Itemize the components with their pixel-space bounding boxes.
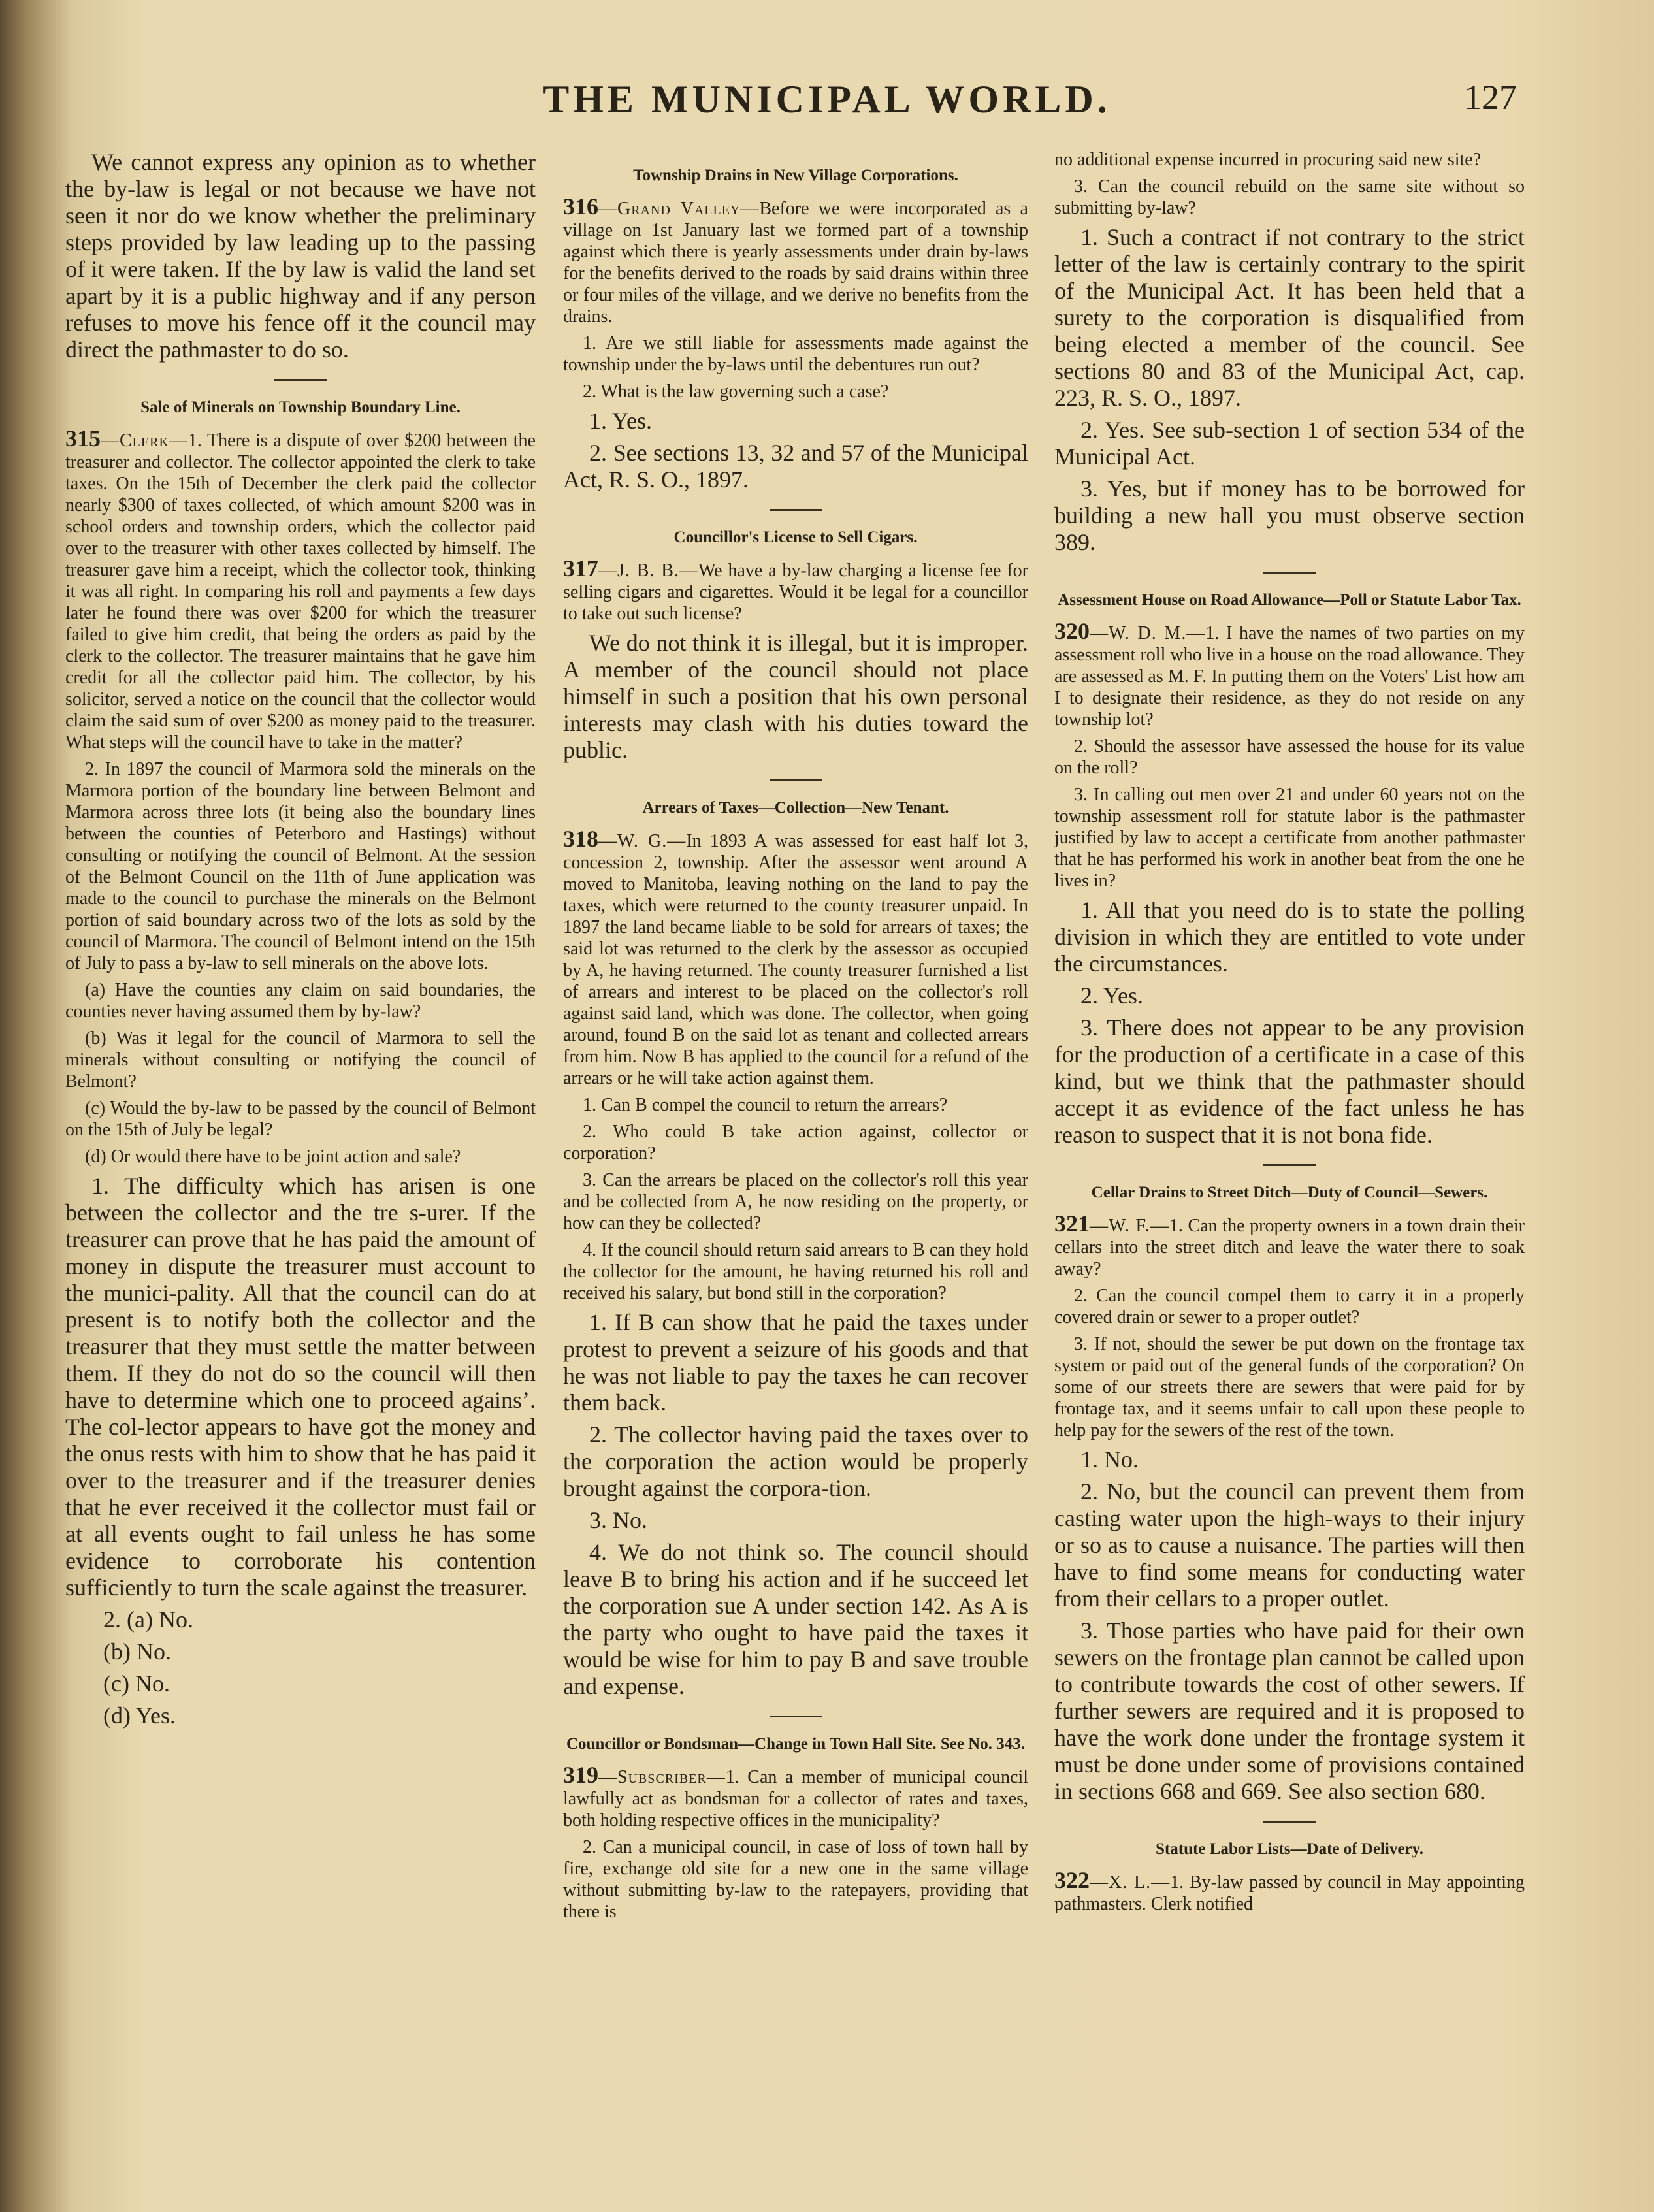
answer-paragraph: 2. Yes. See sub-section 1 of section 534 of the Municipal Act. <box>1054 417 1525 470</box>
answer-paragraph: We cannot express any opinion as to whether the by-law is legal or not because we have not seen it nor do we know whether the preliminary steps provided by law leading up to the passing of it were taken. If the by law is valid the land set apart by it is a public highway and if any person refuses to move his fence off it the council may direct the pathmaster to do so. <box>65 149 536 363</box>
question-paragraph: 2. Who could B take action against, collector or corporation? <box>563 1122 1028 1163</box>
answer-paragraph: 1. Such a contract if not contrary to the strict letter of the law is certainly contrary to the spirit of the Municipal Act. It has been held that a surety to the corporation is disqualified from being elected a member of the council. See sections 80 and 83 of the Municipal Act, cap. 223, R. S. O., 1897. <box>1054 224 1525 411</box>
answer-paragraph: 1. If B can show that he paid the taxes under protest to prevent a seizure of his goods and that he was not liable to pay the taxes he can recover them back. <box>563 1309 1028 1416</box>
question-signature: —W. F.— <box>1090 1216 1169 1236</box>
page-number: 127 <box>1464 78 1517 117</box>
section-heading: Arrears of Taxes—Collection—New Tenant. <box>642 799 949 817</box>
question-paragraph: 3. Can the council rebuild on the same site without so submitting by-law? <box>1054 176 1525 218</box>
question-paragraph <box>563 555 1028 625</box>
section-divider <box>1263 1164 1316 1166</box>
question-paragraph: 3. In calling out men over 21 and under 60 years not on the township assessment roll for statute labor is the pathmaster justified by law to accept a certificate from another pathmaster that he has performed his work in another beat from the one he lives in? <box>1054 785 1525 891</box>
column-left <box>65 149 536 2161</box>
question-number: 319 <box>563 1762 598 1788</box>
question-number: 321 <box>1054 1211 1090 1237</box>
question-text: 1. I have the names of two parties on my assessment roll who live in a house on the road allowance. They are assessed as M. F. In putting them on the Voters' List how am I to designate their residence, as they do not reside on any township lot? <box>1054 623 1525 730</box>
question-paragraph: 2. Should the assessor have assessed the house for its value on the roll? <box>1054 736 1525 778</box>
section-heading: Statute Labor Lists—Date of Delivery. <box>1156 1840 1423 1858</box>
section-divider <box>274 379 327 381</box>
question-signature: —Subscriber— <box>598 1767 726 1787</box>
section-divider <box>770 1716 822 1717</box>
answer-paragraph: 2. See sections 13, 32 and 57 of the Municipal Act, R. S. O., 1897. <box>563 440 1028 493</box>
section-heading: Township Drains in New Village Corporations. <box>633 167 958 184</box>
masthead-title: THE MUNICIPAL WORLD. <box>543 78 1111 121</box>
answer-paragraph: 1. No. <box>1080 1446 1139 1472</box>
section-heading: Councillor's License to Sell Cigars. <box>673 529 918 546</box>
question-text: 1. By-law passed by council in May appointing pathmasters. Clerk notified <box>1054 1872 1525 1914</box>
section-heading: Assessment House on Road Allowance—Poll or Statute Labor Tax. <box>1058 591 1521 609</box>
question-paragraph <box>563 193 1028 327</box>
question-paragraph: 1. Are we still liable for assessments made against the township under the by-laws until the debentures run out? <box>563 333 1028 375</box>
question-paragraph: no additional expense incurred in procuring said new site? <box>1054 150 1482 170</box>
answer-paragraph: 3. There does not appear to be any provision for the production of a certificate in a case of this kind, but we think that the pathmaster should accept it as evidence of the fact unless he has reason to suspect that it is not bona fide. <box>1054 1015 1525 1148</box>
question-paragraph: (b) Was it legal for the council of Marmora to sell the minerals without consulting or notifying the council of Belmont? <box>65 1028 536 1092</box>
answer-paragraph: 3. Those parties who have paid for their own sewers on the frontage plan cannot be called upon to contribute towards the cost of other sewers. If further sewers are required and it is proposed to have the work done under the frontage system it must be done under some of provisions contained in sections 668 and 669. See also section 680. <box>1054 1618 1525 1804</box>
question-paragraph: 4. If the council should return said arrears to B can they hold the collector for the amount, he having returned his roll and received his salary, but bond still in the corporation? <box>563 1240 1028 1303</box>
question-paragraph: 3. If not, should the sewer be put down on the frontage tax system or paid out of the general funds of the corporation? On some of our streets there are sewers that were paid for by frontage tax, and it seems unfair to call upon these people to help pay for the sewers of the rest of the town. <box>1054 1334 1525 1440</box>
section-heading: Sale of Minerals on Township Boundary Line. <box>140 398 461 416</box>
question-signature: —Grand Valley— <box>598 199 760 219</box>
column-middle <box>563 149 1028 2161</box>
answer-paragraph: 1. Yes. <box>589 408 653 434</box>
section-heading: Cellar Drains to Street Ditch—Duty of Council—Sewers. <box>1091 1184 1488 1201</box>
answer-list-item: (b) No. <box>103 1638 171 1665</box>
question-number: 320 <box>1054 618 1090 644</box>
answer-paragraph: 4. We do not think so. The council should leave B to bring his action and if he succeed let the corporation sue A under section 142. As A is the party who ought to have paid the taxes it would be wise for him to pay B and save trouble and expense. <box>563 1539 1028 1699</box>
question-number: 322 <box>1054 1867 1090 1893</box>
question-paragraph: 3. Can the arrears be placed on the collector's roll this year and be collected from A, he now residing on the property, or how can they be collected? <box>563 1170 1028 1233</box>
answer-paragraph: 2. Yes. <box>1080 983 1144 1009</box>
answer-paragraph: 2. No, but the council can prevent them from casting water upon the high-ways to their injury or so as to cause a nuisance. The parties will then have to find some means for conducting water from their cellars to a proper outlet. <box>1054 1478 1525 1612</box>
question-paragraph: 2. What is the law governing such a case? <box>583 382 889 402</box>
section-divider <box>770 779 822 781</box>
question-text: We have a by-law charging a license fee for selling cigars and cigarettes. Would it be legal for a councillor to take out such license? <box>563 561 1028 624</box>
section-divider <box>1263 1821 1316 1823</box>
question-paragraph: 2. In 1897 the council of Marmora sold the minerals on the Marmora portion of the boundary line between Belmont and Marmora across three lots (it being also the boundary lines between the counties of Peterboro and Hastings) without consulting or notifying the council of Belmont. At the session of the Belmont Council on the 11th of June application was made to the council to purchase the minerals on the Belmont portion of said boundary across two of the lots as sold by the council of Marmora. The council of Belmont intend on the 15th of July to pass a by-law to sell minerals on the above lots. <box>65 759 536 973</box>
answer-paragraph: 1. All that you need do is to state the polling division in which they are entitled to vote under the circumstances. <box>1054 897 1525 977</box>
answer-paragraph: 3. No. <box>589 1507 647 1533</box>
question-text: In 1893 A was assessed for east half lot 3, concession 2, township. After the assessor went around A moved to Manitoba, leaving nothing on the land to pay the taxes, which were returned to the county treasurer unpaid. In 1897 the land became liable to be sold for arrears of taxes; the said lot was returned to the clerk by the assessor as occupied by A, he having returned. The county treasurer furnished a list of arrears and interest to be placed on the collector's roll against said land, which was done. The collector, when going around, found B on the said lot as tenant and collected arrears from him. Now B has applied to the council for a refund of the arrears or he will take action against them. <box>563 831 1028 1088</box>
answer-paragraph: 1. The difficulty which has arisen is one between the collector and the tre s-urer. If the treasurer can prove that he has paid the amount of money in dispute the treasurer must account to the munici-pality. All that the council can do at present is to notify both the collector and the treasurer that they must settle the matter between them. If they do not do so the council will then have to determine which one to proceed agains’. The col-lector appears to have got the money and the onus rests with him to show that he has paid it over to the treasurer and if the treasurer denies that he ever received it the collector must fail or at all events ought to fail unless he has some evidence to corroborate his contention sufficiently to turn the scale against the treasurer. <box>65 1173 536 1601</box>
question-signature: —X. L.— <box>1090 1872 1171 1893</box>
answer-list-item: (c) No. <box>103 1670 170 1697</box>
answer-paragraph: 3. Yes, but if money has to be borrowed for building a new hall you must observe section 389. <box>1054 476 1525 555</box>
question-paragraph <box>563 1762 1028 1831</box>
question-paragraph: 2. Can a municipal council, in case of loss of town hall by fire, exchange old site for a new one in the same village without submitting by-law to the ratepayers, providing that there is <box>563 1837 1028 1922</box>
question-number: 315 <box>65 425 101 451</box>
question-signature: —W. D. M.— <box>1090 623 1206 643</box>
question-number: 317 <box>563 555 598 581</box>
question-paragraph <box>1054 1867 1525 1915</box>
question-text: 1. Can the property owners in a town drain their cellars into the street ditch and leave the water there to soak away? <box>1054 1216 1525 1279</box>
question-signature: —W. G.— <box>598 831 687 851</box>
answer-list-item: (d) Yes. <box>103 1702 176 1729</box>
question-number: 318 <box>563 826 598 852</box>
question-paragraph <box>563 828 1028 1089</box>
section-heading: Councillor or Bondsman—Change in Town Hall Site. See No. 343. <box>566 1735 1025 1753</box>
question-text: Before we were incorporated as a village on 1st January last we formed part of a township against which there is yearly assessments under drain by-laws for the benefits derived to the roads by said drains within three or four miles of the village, and we derive no benefits from the drains. <box>563 199 1028 327</box>
question-text: 1. There is a dispute of over $200 between the treasurer and collector. The collector appointed the clerk to take taxes. On the 15th of December the clerk paid the collector nearly $300 of taxes collected, of which amount $200 was in school orders and township orders, which the collector paid over to the treasurer with other taxes collected by himself. The treasurer gave him a receipt, which the collector took, thinking it was all right. In comparing his roll and payments a few days later he found there was over $200 for which the treasurer failed to give him credit, that being the orders as paid by the clerk to the collector. The treasurer maintains that he gave him credit for all the collector paid him. The collector, by his solicitor, served a notice on the council that the collector would claim the said sum of over $200 as money paid to the treasurer. What steps will the council have to take in the matter? <box>65 431 536 753</box>
question-paragraph <box>65 425 536 753</box>
section-divider <box>770 509 822 511</box>
answer-paragraph: 2. The collector having paid the taxes over to the corporation the action would be properly brought against the corpora-tion. <box>563 1422 1028 1501</box>
column-right <box>1054 149 1525 2161</box>
question-signature: —Clerk— <box>101 431 188 451</box>
answer-paragraph: We do not think it is illegal, but it is improper. A member of the council should not place himself in such a position that his own personal interests may clash with his duties toward the public. <box>563 630 1028 763</box>
question-paragraph: (c) Would the by-law to be passed by the council of Belmont on the 15th of July be legal? <box>65 1098 536 1140</box>
question-paragraph: (a) Have the counties any claim on said boundaries, the counties never having assumed them by by-law? <box>65 980 536 1022</box>
question-paragraph: 1. Can B compel the council to return the arrears? <box>583 1095 948 1115</box>
question-signature: —J. B. B.— <box>598 561 698 581</box>
section-divider <box>1263 572 1316 574</box>
question-paragraph <box>1054 1213 1525 1280</box>
question-number: 316 <box>563 193 598 220</box>
question-paragraph <box>1054 618 1525 730</box>
question-paragraph: 2. Can the council compel them to carry it in a properly covered drain or sewer to a proper outlet? <box>1054 1286 1525 1327</box>
question-paragraph: (d) Or would there have to be joint action and sale? <box>85 1147 461 1167</box>
answer-list-item: 2. (a) No. <box>103 1606 193 1633</box>
question-text: 1. Can a member of municipal council lawfully act as bondsman for a collector of rates and taxes, both holding respective offices in the municipality? <box>563 1767 1028 1830</box>
